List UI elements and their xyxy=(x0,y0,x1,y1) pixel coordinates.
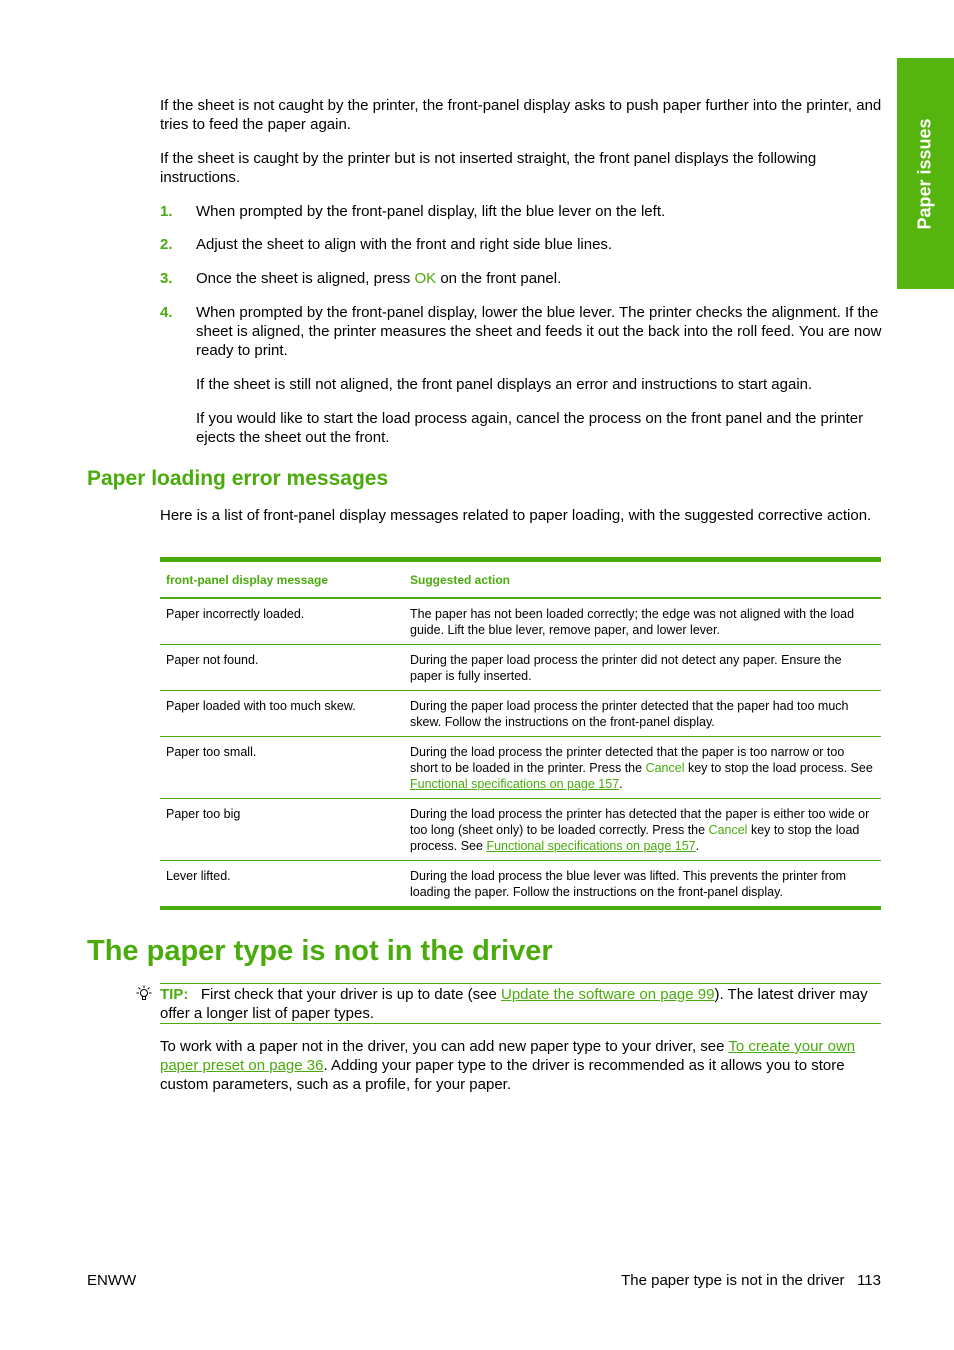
column-header-message: front-panel display message xyxy=(160,560,404,599)
action-cell xyxy=(404,799,881,861)
action-cell: During the load process the blue lever was lifted. This prevents the printer from loading the paper. Follow the instructions on the front-panel display. xyxy=(404,861,881,909)
ok-key: OK xyxy=(414,270,437,287)
tip-box xyxy=(160,983,881,1024)
section-heading: Paper loading error messages xyxy=(87,467,389,490)
update-software-link[interactable]: Update the software on page 99 xyxy=(500,986,715,1003)
footer-title: The paper type is not in the driver xyxy=(621,1272,845,1289)
action-cell xyxy=(404,737,881,799)
functional-specifications-link[interactable]: Functional specifications on page 157 xyxy=(410,777,620,791)
message-cell: Lever lifted. xyxy=(160,861,404,909)
action-cell: During the paper load process the printer detected that the paper had too much skew. Follow the instructions on the front-panel display. xyxy=(404,691,881,737)
step-number: 1. xyxy=(160,203,173,220)
action-text: . xyxy=(695,839,700,853)
tip-text: First check that your driver is up to date (see xyxy=(200,986,501,1003)
table-row xyxy=(160,861,881,909)
step-text: Adjust the sheet to align with the front and right side blue lines. xyxy=(196,236,613,253)
page-title: The paper type is not in the driver xyxy=(87,935,553,967)
cancel-key: Cancel xyxy=(645,761,685,775)
lightbulb-icon xyxy=(136,985,152,1003)
message-cell: Paper not found. xyxy=(160,645,404,691)
action-text: key to stop the load process. See xyxy=(684,761,873,775)
action-text: During the load process the printer detected that the paper is too narrow or too short to be loaded in the printer. Press the xyxy=(410,745,845,775)
column-header-action: Suggested action xyxy=(404,560,881,599)
step-number: 2. xyxy=(160,236,173,253)
step-text xyxy=(196,269,884,288)
table-row xyxy=(160,799,881,861)
table-row xyxy=(160,598,881,645)
error-messages-table xyxy=(160,557,881,910)
driver-paragraph xyxy=(160,1037,884,1094)
tip-text: ). The latest driver may offer a longer list of paper types. xyxy=(160,986,868,1022)
page-number: 113 xyxy=(857,1272,881,1289)
footer-left: ENWW xyxy=(87,1272,137,1289)
section-intro: Here is a list of front-panel display messages related to paper loading, with the suggested corrective action. xyxy=(160,507,872,524)
action-cell: During the paper load process the printer did not detect any paper. Ensure the paper is fully inserted. xyxy=(404,645,881,691)
side-tab-label: Paper issues xyxy=(914,118,935,230)
functional-specifications-link[interactable]: Functional specifications on page 157 xyxy=(486,839,696,853)
table-row xyxy=(160,737,881,799)
tip-label: TIP: xyxy=(160,986,189,1003)
cancel-key: Cancel xyxy=(708,823,748,837)
message-cell: Paper too big xyxy=(160,799,404,861)
step-4-note-1: If the sheet is still not aligned, the front panel displays an error and instructions to start again. xyxy=(196,376,813,393)
step-text: When prompted by the front-panel display, lower the blue lever. The printer checks the alignment. If the sheet is aligned, the printer measures the sheet and feeds it out the back into the roll feed. You are now ready to print. xyxy=(196,304,882,359)
create-paper-preset-link[interactable]: To create your own paper preset on page 36 xyxy=(160,1038,856,1074)
step-number: 3. xyxy=(160,270,173,287)
message-cell: Paper incorrectly loaded. xyxy=(166,607,305,621)
footer-right xyxy=(621,1272,881,1289)
message-cell: Paper loaded with too much skew. xyxy=(160,691,404,737)
intro-paragraph-2: If the sheet is caught by the printer but is not inserted straight, the front panel displays the following instructions. xyxy=(160,150,817,186)
step-text-before: Once the sheet is aligned, press xyxy=(196,270,415,287)
action-cell: The paper has not been loaded correctly; the edge was not aligned with the load guide. Lift the blue lever, remove paper, and lower lever. xyxy=(410,607,855,637)
table-header-row xyxy=(160,560,881,599)
step-text-after: on the front panel. xyxy=(436,270,562,287)
driver-text: To work with a paper not in the driver, you can add new paper type to your driver, see xyxy=(160,1038,729,1055)
message-cell: Paper too small. xyxy=(160,737,404,799)
table-row xyxy=(160,645,881,691)
step-4-note-2: If you would like to start the load process again, cancel the process on the front panel and the printer ejects the sheet out the front. xyxy=(196,410,864,446)
step-number: 4. xyxy=(160,304,173,321)
table-row xyxy=(160,691,881,737)
action-text: . xyxy=(619,777,623,791)
action-text: During the load process the printer has detected that the paper is either too wide or too long (sheet only) to be loaded correctly. Press the xyxy=(410,807,870,837)
action-text: key to stop the load process. See xyxy=(410,823,860,853)
side-tab xyxy=(897,58,954,289)
step-text: When prompted by the front-panel display, lift the blue lever on the left. xyxy=(196,203,666,220)
driver-text: . Adding your paper type to the driver is recommended as it allows you to store custom parameters, such as a profile, for your paper. xyxy=(160,1057,845,1093)
intro-paragraph-1: If the sheet is not caught by the printer, the front-panel display asks to push paper further into the printer, and tries to feed the paper again. xyxy=(160,97,882,133)
